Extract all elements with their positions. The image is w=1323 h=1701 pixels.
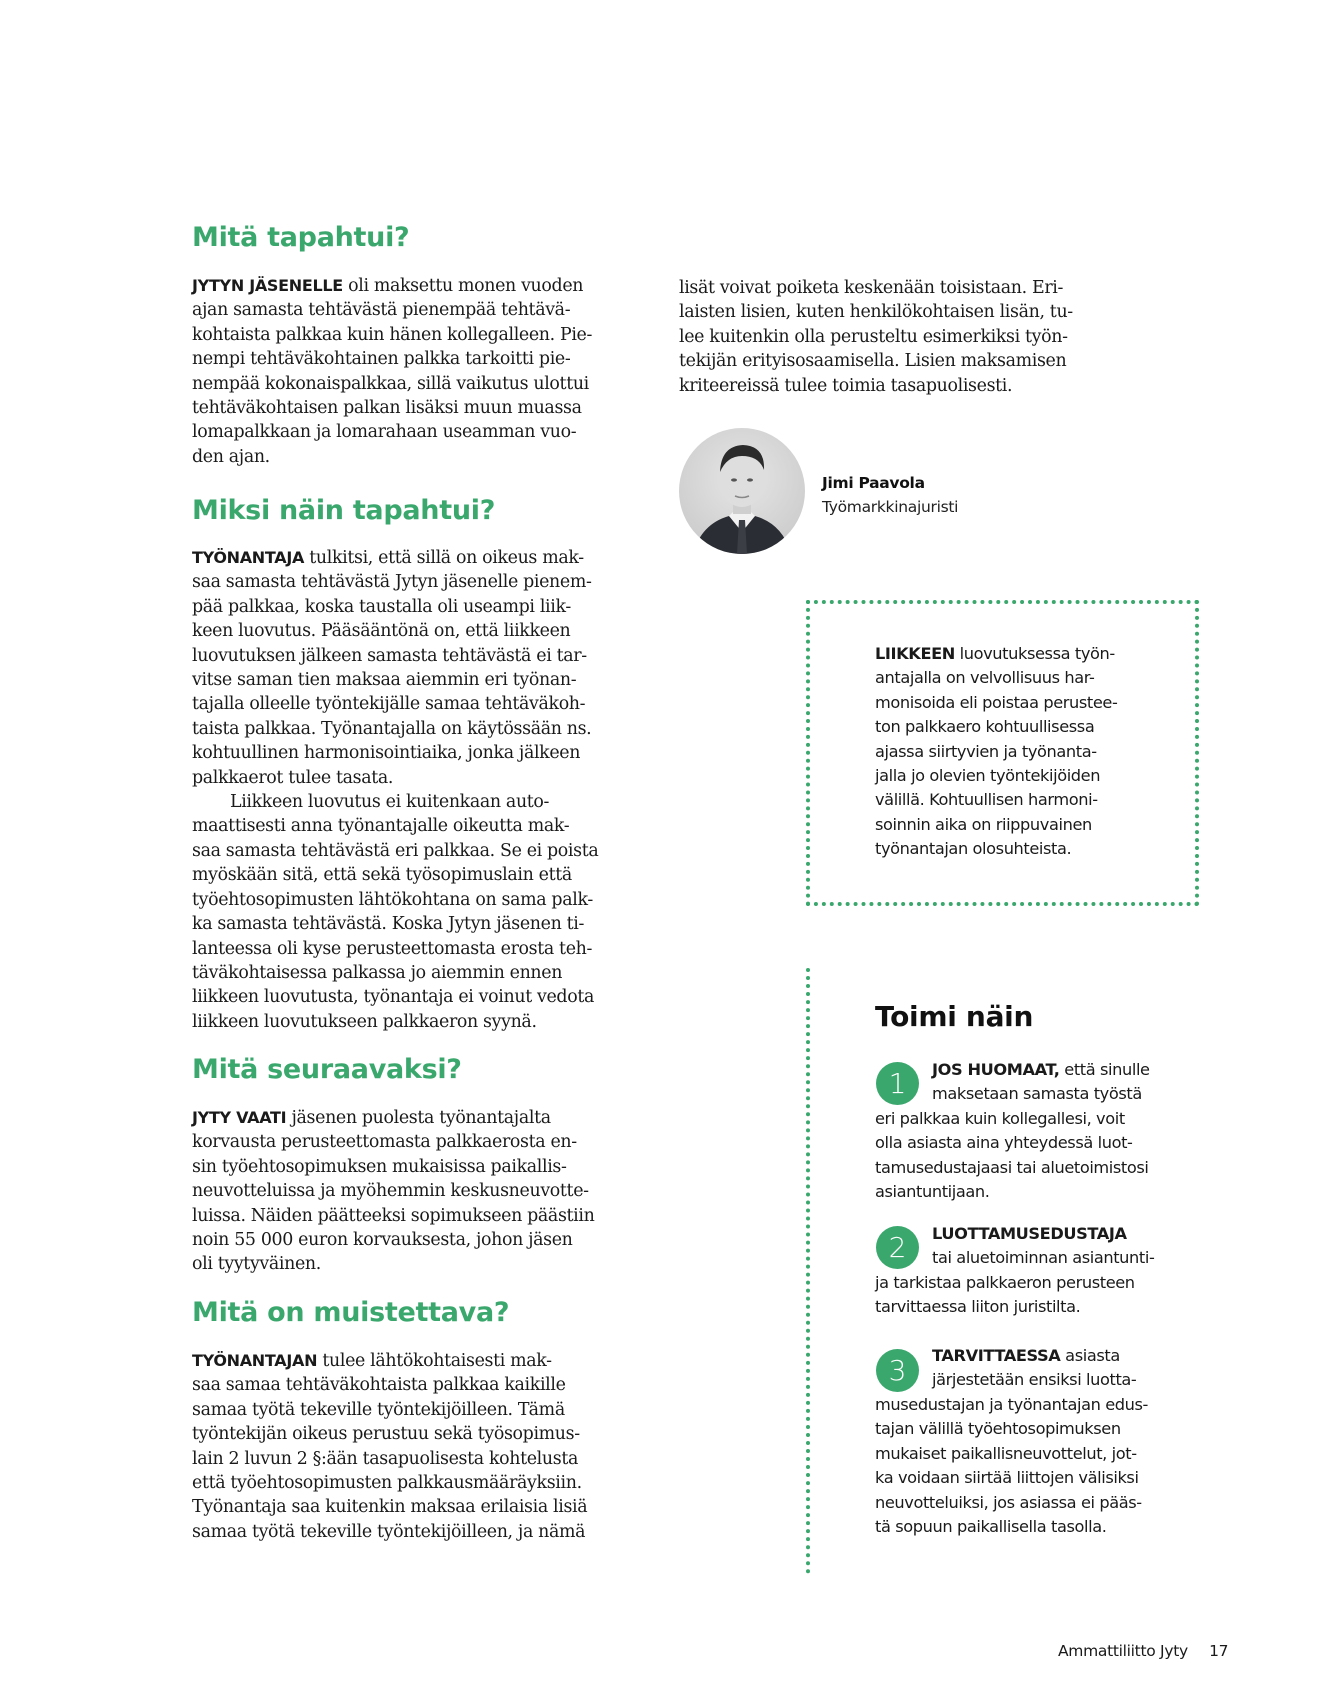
text-line: saa samasta tehtävästä Jytyn jäsenelle pienem-: [192, 572, 592, 593]
text-line: ja tarkistaa palkkaeron perusteen: [875, 1273, 1135, 1292]
text-line: musedustajan ja työnantajan edus-: [875, 1395, 1148, 1414]
text-line: vitse saman tien maksaa aiemmin eri työnan-: [192, 670, 577, 691]
text-line: ka samasta tehtävästä. Koska Jytyn jäsenen ti-: [192, 914, 584, 935]
text-line: liikkeen luovutusta, työnantaja ei voinut vedota: [192, 987, 594, 1008]
section-body-what-happened: [192, 274, 592, 469]
step-3-intro: [932, 1344, 1136, 1393]
text-line: taista palkkaa. Työnantajalla on käytössään ns.: [192, 718, 592, 739]
section-heading-remember: Mitä on muistettava?: [192, 1297, 510, 1328]
text-line: tulee lähtökohtaisesti mak-: [317, 1351, 552, 1371]
text-line: lisät voivat poiketa keskenään toisistaan. Eri-: [679, 278, 1064, 298]
dotted-divider: [806, 968, 810, 1574]
text-line: noin 55 000 euron korvauksesta, johon jäsen: [192, 1230, 573, 1251]
section-body-whats-next: [192, 1106, 594, 1277]
page-number: 17: [1209, 1642, 1229, 1660]
section-heading-what-happened: Mitä tapahtui?: [192, 222, 410, 253]
text-line: tulkitsi, että sillä on oikeus mak-: [304, 548, 584, 568]
text-line: kriteereissä tulee toimia tasapuolisesti.: [679, 375, 1013, 396]
text-line: maksetaan samasta työstä: [932, 1084, 1142, 1104]
text-line: antajalla on velvollisuus har-: [875, 668, 1095, 688]
text-line: lain 2 luvun 2 §:ään tasapuolisesta kohtelusta: [192, 1448, 578, 1469]
text-line: nempi tehtäväkohtainen palkka tarkoitti pie-: [192, 349, 571, 370]
text-line: maattisesti anna työnantajalle oikeutta mak-: [192, 816, 570, 837]
step-3-body: [875, 1393, 1148, 1539]
text-line: asiantuntijaan.: [875, 1182, 990, 1202]
expert-title: Työmarkkinajuristi: [822, 498, 959, 516]
text-line: laisten lisien, kuten henkilökohtaisen lisän, tu-: [679, 302, 1073, 323]
text-line: luissa. Näiden päätteeksi sopimukseen päästiin: [192, 1205, 595, 1226]
text-line: työehtosopimusten lähtökohtana on sama palk-: [192, 889, 593, 910]
text-line: tarvittaessa liiton juristilta.: [875, 1297, 1081, 1317]
text-line: ajassa siirtyvien ja työnanta-: [875, 741, 1097, 761]
text-line: olla asiasta aina yhteydessä luot-: [875, 1133, 1133, 1153]
expert-name: Jimi Paavola: [822, 474, 925, 492]
text-line: monisoida eli poistaa perustee-: [875, 692, 1118, 712]
publisher-name: Ammattiliitto Jyty: [1058, 1642, 1188, 1660]
text-line: lee kuitenkin olla perusteltu esimerkiksi työn-: [679, 326, 1068, 347]
text-line: työnantajan olosuhteista.: [875, 839, 1072, 859]
text-line: tajalla olleelle työntekijälle samaa tehtäväkoh-: [192, 694, 586, 715]
text-line: tekijän erityisosaamisella. Lisien maksamisen: [679, 351, 1067, 372]
text-line: samaa työtä tekeville työntekijöilleen, ja nämä: [192, 1521, 586, 1542]
section-heading-whats-next: Mitä seuraavaksi?: [192, 1054, 462, 1085]
text-line: jäsenen puolesta työnantajalta: [286, 1108, 551, 1128]
text-line: myöskään sitä, että sekä työsopimuslain että: [192, 865, 572, 886]
text-line: tä sopuun paikallisella tasolla.: [875, 1517, 1107, 1537]
text-line: oli maksettu monen vuoden: [342, 276, 584, 296]
text-line: Työnantaja saa kuitenkin maksaa erilaisia lisiä: [192, 1497, 588, 1518]
text-line: saa samaa tehtäväkohtaista palkkaa kaikille: [192, 1375, 566, 1396]
text-line: ton palkkaero kohtuullisessa: [875, 717, 1095, 737]
step-2-intro: [932, 1222, 1154, 1271]
text-line: oli tyytyväinen.: [192, 1254, 321, 1275]
text-line: järjestetään ensiksi luotta-: [932, 1370, 1137, 1390]
text-line: luovutuksen jälkeen samasta tehtävästä ei tar-: [192, 645, 587, 666]
person-portrait-icon: [679, 428, 805, 554]
text-line: saa samasta tehtävästä eri palkkaa. Se ei poista: [192, 840, 599, 861]
step-1-intro: [932, 1058, 1150, 1107]
text-line: luovutuksessa työn-: [954, 644, 1115, 663]
text-line: tehtäväkohtaisen palkan lisäksi muun muassa: [192, 398, 582, 419]
step-2-body: [875, 1271, 1135, 1320]
text-line: että työehtosopimusten palkkausmääräyksiin.: [192, 1473, 582, 1494]
continuation-text: [679, 276, 1073, 398]
text-line: kohtaista palkkaa kuin hänen kollegalleen. Pie-: [192, 324, 593, 345]
text-line: kohtuullinen harmonisointiaika, jonka jälkeen: [192, 743, 581, 764]
text-line: samaa työtä tekeville työntekijöilleen. Tämä: [192, 1399, 565, 1420]
text-line: palkkaerot tulee tasata.: [192, 767, 394, 788]
lead-in: LIIKKEEN: [875, 644, 955, 663]
text-line: pää palkkaa, koska taustalla oli useampi liik-: [192, 596, 571, 617]
lead-in: TYÖNANTAJA: [192, 548, 305, 567]
fact-box-text: [875, 642, 1117, 862]
text-line: sin työehtosopimuksen mukaisissa paikallis-: [192, 1156, 567, 1177]
text-line: tai aluetoiminnan asiantunti-: [932, 1248, 1155, 1268]
lead-in: JYTY VAATI: [192, 1108, 287, 1127]
step-1-body: [875, 1107, 1149, 1205]
portrait-illustration: [679, 428, 805, 554]
lead-in: LUOTTAMUSEDUSTAJA: [932, 1224, 1127, 1243]
step-number-2-icon: 2: [876, 1226, 919, 1269]
text-line: jalla jo olevien työntekijöiden: [875, 766, 1101, 786]
toimi-title: Toimi näin: [875, 1000, 1034, 1033]
page-footer: [1058, 1642, 1228, 1660]
text-line: eri palkkaa kuin kollegallesi, voit: [875, 1109, 1125, 1128]
text-line: Liikkeen luovutus ei kuitenkaan auto-: [230, 792, 550, 813]
text-line: keen luovutus. Pääsääntönä on, että liikkeen: [192, 621, 571, 642]
step-number-1-icon: 1: [876, 1062, 919, 1105]
text-line: että sinulle: [1059, 1060, 1150, 1079]
section-body-why-happened: [192, 546, 598, 1034]
text-line: työntekijän oikeus perustuu sekä työsopimus-: [192, 1424, 580, 1445]
text-line: lomapalkkaan ja lomarahaan useamman vuo-: [192, 422, 577, 443]
text-line: korvausta perusteettomasta palkkaerosta en-: [192, 1132, 577, 1153]
lead-in: TARVITTAESSA: [932, 1346, 1061, 1365]
step-number-3-icon: 3: [876, 1349, 919, 1392]
text-line: ka voidaan siirtää liittojen välisiksi: [875, 1468, 1139, 1488]
text-line: liikkeen luovutukseen palkkaeron syynä.: [192, 1011, 537, 1032]
lead-in: JYTYN JÄSENELLE: [192, 276, 343, 295]
text-line: ajan samasta tehtävästä pienempää tehtävä-: [192, 300, 571, 321]
lead-in: JOS HUOMAAT,: [932, 1060, 1060, 1079]
text-line: välillä. Kohtuullisen harmoni-: [875, 790, 1098, 810]
text-line: neuvotteluiksi, jos asiassa ei pääs-: [875, 1492, 1142, 1512]
text-line: mukaiset paikallisneuvottelut, jot-: [875, 1443, 1137, 1463]
text-line: tamusedustajaasi tai aluetoimistosi: [875, 1157, 1149, 1177]
lead-in: TYÖNANTAJAN: [192, 1351, 318, 1370]
text-line: lanteessa oli kyse perusteettomasta erosta teh-: [192, 938, 593, 959]
text-line: asiasta: [1060, 1346, 1120, 1365]
section-body-remember: [192, 1349, 587, 1544]
text-line: tajan välillä työehtosopimuksen: [875, 1419, 1121, 1439]
text-line: den ajan.: [192, 446, 270, 467]
text-line: täväkohtaisessa palkassa jo aiemmin ennen: [192, 962, 563, 983]
text-line: neuvotteluissa ja myöhemmin keskusneuvotte-: [192, 1181, 589, 1202]
section-heading-why-happened: Miksi näin tapahtui?: [192, 495, 496, 526]
text-line: nempää kokonaispalkkaa, sillä vaikutus ulottui: [192, 373, 589, 394]
text-line: soinnin aika on riippuvainen: [875, 814, 1092, 834]
